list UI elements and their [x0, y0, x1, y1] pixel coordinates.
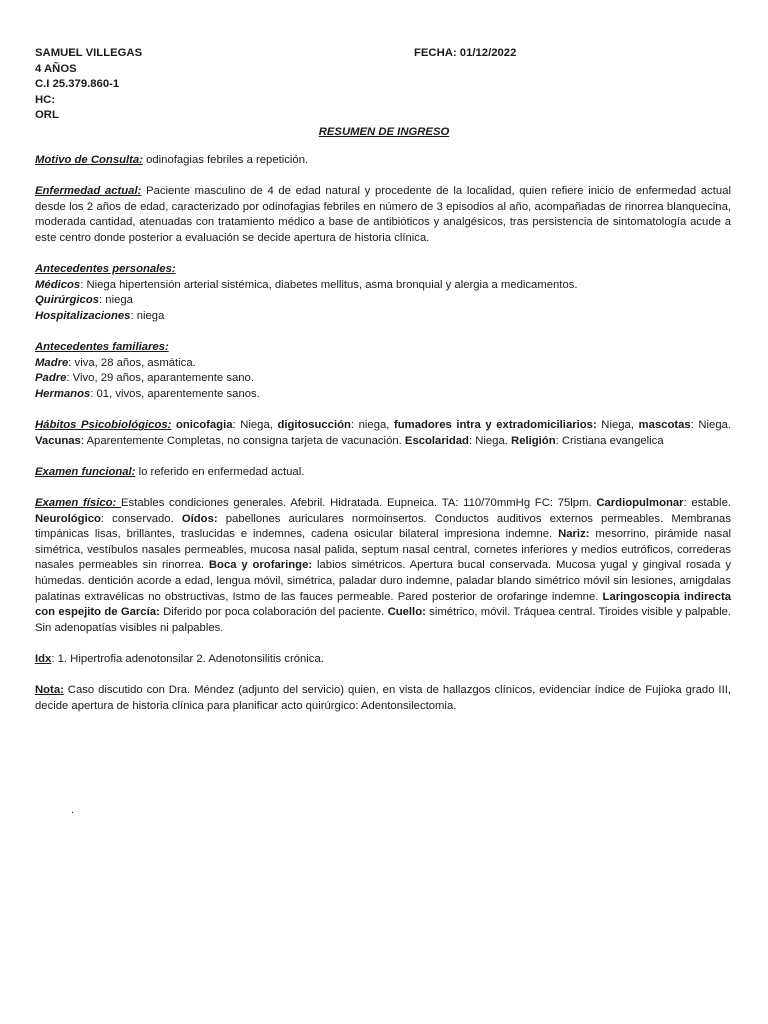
examen-fisico-text: [35, 497, 731, 634]
motivo-text: odinofagias febriles a repetición.: [142, 154, 309, 166]
familiar-item-text: : Vivo, 29 años, aparantemente sano.: [66, 372, 254, 385]
habitos-term: Vacunas: [35, 434, 81, 447]
nota-text: Caso discutido con Dra. Méndez (adjunto del servicio) quien, en vista de hallazgos clínicos, evidenciar índice de Fujioka grado III, decide apertura de historia clínica para planificar acto quirúrgico: Adentonsilectomia.: [35, 684, 731, 712]
habitos-label: Hábitos Psicobiológicos:: [35, 419, 172, 432]
patient-service: ORL: [35, 109, 59, 122]
examen-fisico-text: labios simétricos. Apertura bucal conservada. Mucosa yugal y gingival rosada y húmedas. dentición acorde a edad, lengua móvil, simétrica, paladar duro indemne, paladar blando simétrico móvil sin lesiones, amigdalas palatinas extravélicas no obstructivas, Istmo de las fauces permeable. Pared posterior de orofaringe indemne.: [35, 559, 731, 603]
antecedentes-personales-label: Antecedentes personales:: [35, 263, 176, 276]
antecedente-item: [35, 309, 731, 325]
antecedentes-familiares-label: Antecedentes familiares:: [35, 341, 169, 354]
habitos-text: Niega,: [596, 419, 639, 432]
examen-fisico-text: mesorrino, pirámide nasal simétrica, vestíbulos nasales permeables, mucosa nasal palida, septum nasal central, cornetes inferiores y medios eutróficos, correderas nasales permeables sin rinorrea.: [35, 528, 731, 572]
examen-fisico-term: Nariz:: [558, 528, 590, 541]
habitos-term: onicofagia: [176, 419, 233, 432]
habitos-text: : Aparentemente Completas, no consigna tarjeta de vacunación.: [80, 434, 405, 447]
habitos-term: fumadores intra y extradomiciliarios:: [394, 419, 597, 432]
enfermedad-label: Enfermedad actual:: [35, 185, 142, 198]
nota-section: [35, 683, 731, 714]
habitos-term: digitosucción: [277, 419, 351, 432]
habitos-section: [35, 418, 731, 449]
familiar-item-text: : viva, 28 años, asmática.: [68, 356, 196, 369]
habitos-text: : Cristiana evangelica: [555, 434, 664, 447]
habitos-text: : Niega.: [468, 434, 512, 447]
enfermedad-text: Paciente masculino de 4 de edad natural y procedente de la localidad, quien refiere inicio de enfermedad actual desde los 2 años de edad, caracterizado por odinofagias febriles en número de 3 episodios al año, acompañadas de rinorrea blanquecina, moderada cantidad, atenuadas con tratamiento médico a base de antibióticos y analgésicos, tras persistencia de sintomatología acude a este centro donde posterior a evaluación se decide apertura de historia clínica.: [35, 185, 731, 244]
examen-fisico-text: : conservado.: [100, 512, 182, 525]
examen-funcional-section: [35, 465, 731, 481]
habitos-term: Escolaridad: [404, 434, 469, 447]
familiar-item: [35, 371, 731, 387]
idx-label: Idx: [35, 653, 52, 665]
habitos-text: : Niega,: [232, 419, 278, 432]
familiar-item: [35, 387, 731, 403]
patient-hc: HC:: [35, 93, 56, 106]
antecedente-item-text: : Niega hipertensión arterial sistémica, diabetes mellitus, asma bronquial y alergia a medicamentos.: [80, 278, 578, 291]
motivo-label: Motivo de Consulta:: [35, 154, 143, 166]
examen-fisico-text: simétrico, móvil. Tráquea central. Tiroides visible y palpable. Sin adenopatías visibles ni palpables.: [35, 606, 732, 634]
trailing-mark: .: [71, 804, 75, 816]
habitos-text: : niega,: [350, 419, 394, 432]
familiar-item-label: Padre: [35, 372, 67, 385]
nota-label: Nota:: [35, 684, 64, 697]
antecedente-item: [35, 293, 731, 309]
antecedente-item-label: Quirúrgicos: [35, 294, 100, 307]
habitos-term: mascotas: [638, 419, 691, 432]
antecedentes-familiares-section: [35, 340, 731, 402]
examen-fisico-term: Boca y orofaringe:: [208, 559, 313, 572]
habitos-term: Religión: [511, 434, 556, 447]
examen-funcional-label: Examen funcional:: [35, 465, 136, 478]
document-title: RESUMEN DE INGRESO: [318, 126, 450, 138]
motivo-section: [35, 153, 731, 169]
antecedentes-personales-section: [35, 262, 731, 324]
examen-fisico-text: Diferido por poca colaboración del paciente.: [159, 606, 388, 619]
examen-fisico-term: Oídos:: [181, 512, 218, 525]
examen-fisico-text: pabellones auriculares normoinsertos. Conductos auditivos externos permeables. Membranas timpánicas lisas, brillantes, traslucidas e indemnes, cadena osicular bilateral impresiona indemne.: [35, 512, 731, 541]
enfermedad-section: [35, 184, 731, 246]
examen-fisico-text: Estables condiciones generales. Afebril. Hidratada. Eupneica. TA: 110/70mmHg FC: 75lpm.: [121, 497, 597, 510]
examen-fisico-label: Examen físico:: [35, 497, 122, 510]
idx-section: [35, 652, 731, 668]
report-date: FECHA: 01/12/2022: [414, 47, 517, 59]
familiar-item: [35, 356, 731, 372]
antecedente-item-label: Hospitalizaciones: [35, 309, 131, 322]
familiar-item-label: Madre: [35, 356, 69, 369]
document-body: [35, 153, 731, 730]
patient-ci: C.I 25.379.860-1: [35, 78, 120, 91]
patient-name: SAMUEL VILLEGAS: [35, 47, 143, 59]
antecedente-item-text: : niega: [99, 294, 133, 307]
examen-fisico-term: Cardiopulmonar: [596, 497, 684, 510]
examen-fisico-term: Cuello:: [387, 606, 426, 619]
examen-fisico-text: : estable.: [683, 497, 731, 510]
familiar-item-text: : 01, vivos, aparentemente sanos.: [90, 387, 260, 400]
antecedente-item: [35, 278, 731, 294]
familiar-item-label: Hermanos: [35, 387, 91, 400]
examen-fisico-term: Neurológico: [35, 512, 101, 525]
patient-age: 4 AÑOS: [35, 62, 77, 75]
antecedente-item-text: : niega: [130, 309, 165, 322]
examen-fisico-section: [35, 496, 731, 636]
examen-fisico-term: Laringoscopia indirecta con espejito de García:: [35, 590, 732, 619]
habitos-text: : Niega.: [690, 419, 732, 432]
patient-header: [35, 46, 735, 124]
idx-text: : 1. Hipertrofia adenotonsilar 2. Adenotonsilitis crónica.: [51, 653, 324, 665]
examen-funcional-text: lo referido en enfermedad actual.: [135, 465, 305, 478]
antecedente-item-label: Médicos: [35, 278, 81, 291]
